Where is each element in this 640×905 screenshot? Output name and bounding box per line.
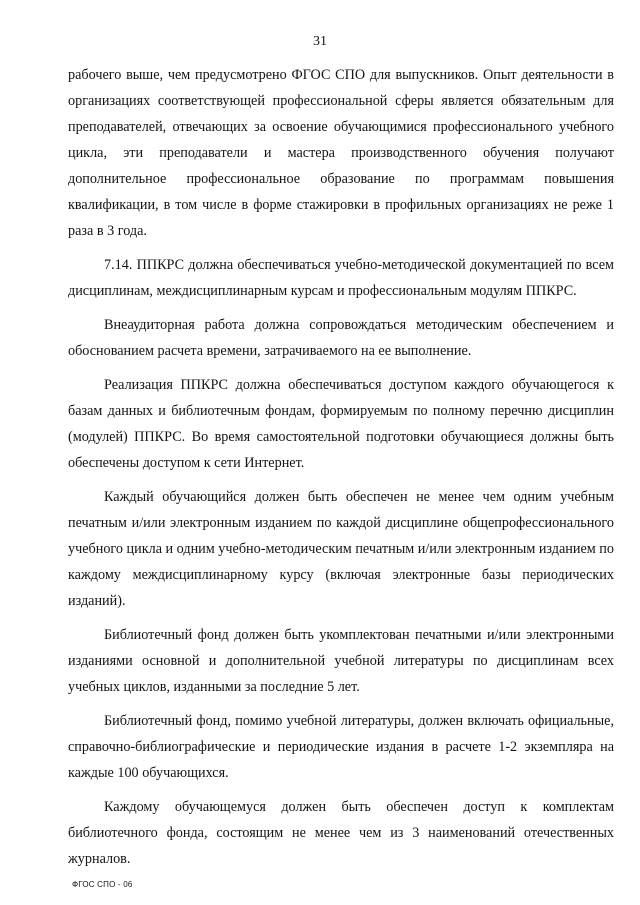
paragraph-database-access: Реализация ППКРС должна обеспечиваться доступом каждого обучающегося к базам данных и библиотечным фондам, формируемым по полному перечню дисциплин (модулей) ППКРС. Во время самостоятельной подготовки обучающиеся должны быть обеспечены доступом к сети Интернет. — [68, 377, 614, 471]
paragraph-library-fund: Библиотечный фонд должен быть укомплектован печатными и/или электронными изданиями основной и дополнительной учебной литературы по дисциплинам всех учебных циклов, изданными за последние 5 лет. — [68, 627, 614, 695]
paragraph-library-periodicals: Библиотечный фонд, помимо учебной литературы, должен включать официальные, справочно-библиографические и периодические издания в расчете 1-2 экземпляра на каждые 100 обучающихся. — [68, 713, 614, 781]
paragraph-extracurricular-work: Внеаудиторная работа должна сопровождаться методическим обеспечением и обоснованием расчета времени, затрачиваемого на ее выполнение. — [68, 317, 614, 359]
document-body — [68, 62, 614, 880]
footer-label: ФГОС СПО - 06 — [72, 880, 133, 889]
paragraph-journals-access: Каждому обучающемуся должен быть обеспечен доступ к комплектам библиотечного фонда, состоящим не менее чем из 3 наименований отечественных журналов. — [68, 799, 614, 867]
paragraph-textbook-provision: Каждый обучающийся должен быть обеспечен не менее чем одним учебным печатным и/или электронным изданием по каждой дисциплине общепрофессионального учебного цикла и одним учебно-методическим печатным и/или электронным изданием по каждому междисциплинарному курсу (включая электронные базы периодических изданий). — [68, 489, 614, 609]
paragraph-continuation: рабочего выше, чем предусмотрено ФГОС СПО для выпускников. Опыт деятельности в организациях соответствующей профессиональной сферы является обязательным для преподавателей, отвечающих за освоение обучающимися профессионального учебного цикла, эти преподаватели и мастера производственного обучения получают дополнительное профессиональное образование по программам повышения квалификации, в том числе в форме стажировки в профильных организациях не реже 1 раза в 3 года. — [68, 67, 614, 239]
paragraph-7-14: 7.14. ППКРС должна обеспечиваться учебно-методической документацией по всем дисциплинам, междисциплинарным курсам и профессиональным модулям ППКРС. — [68, 257, 614, 299]
page-number: 31 — [313, 34, 327, 49]
